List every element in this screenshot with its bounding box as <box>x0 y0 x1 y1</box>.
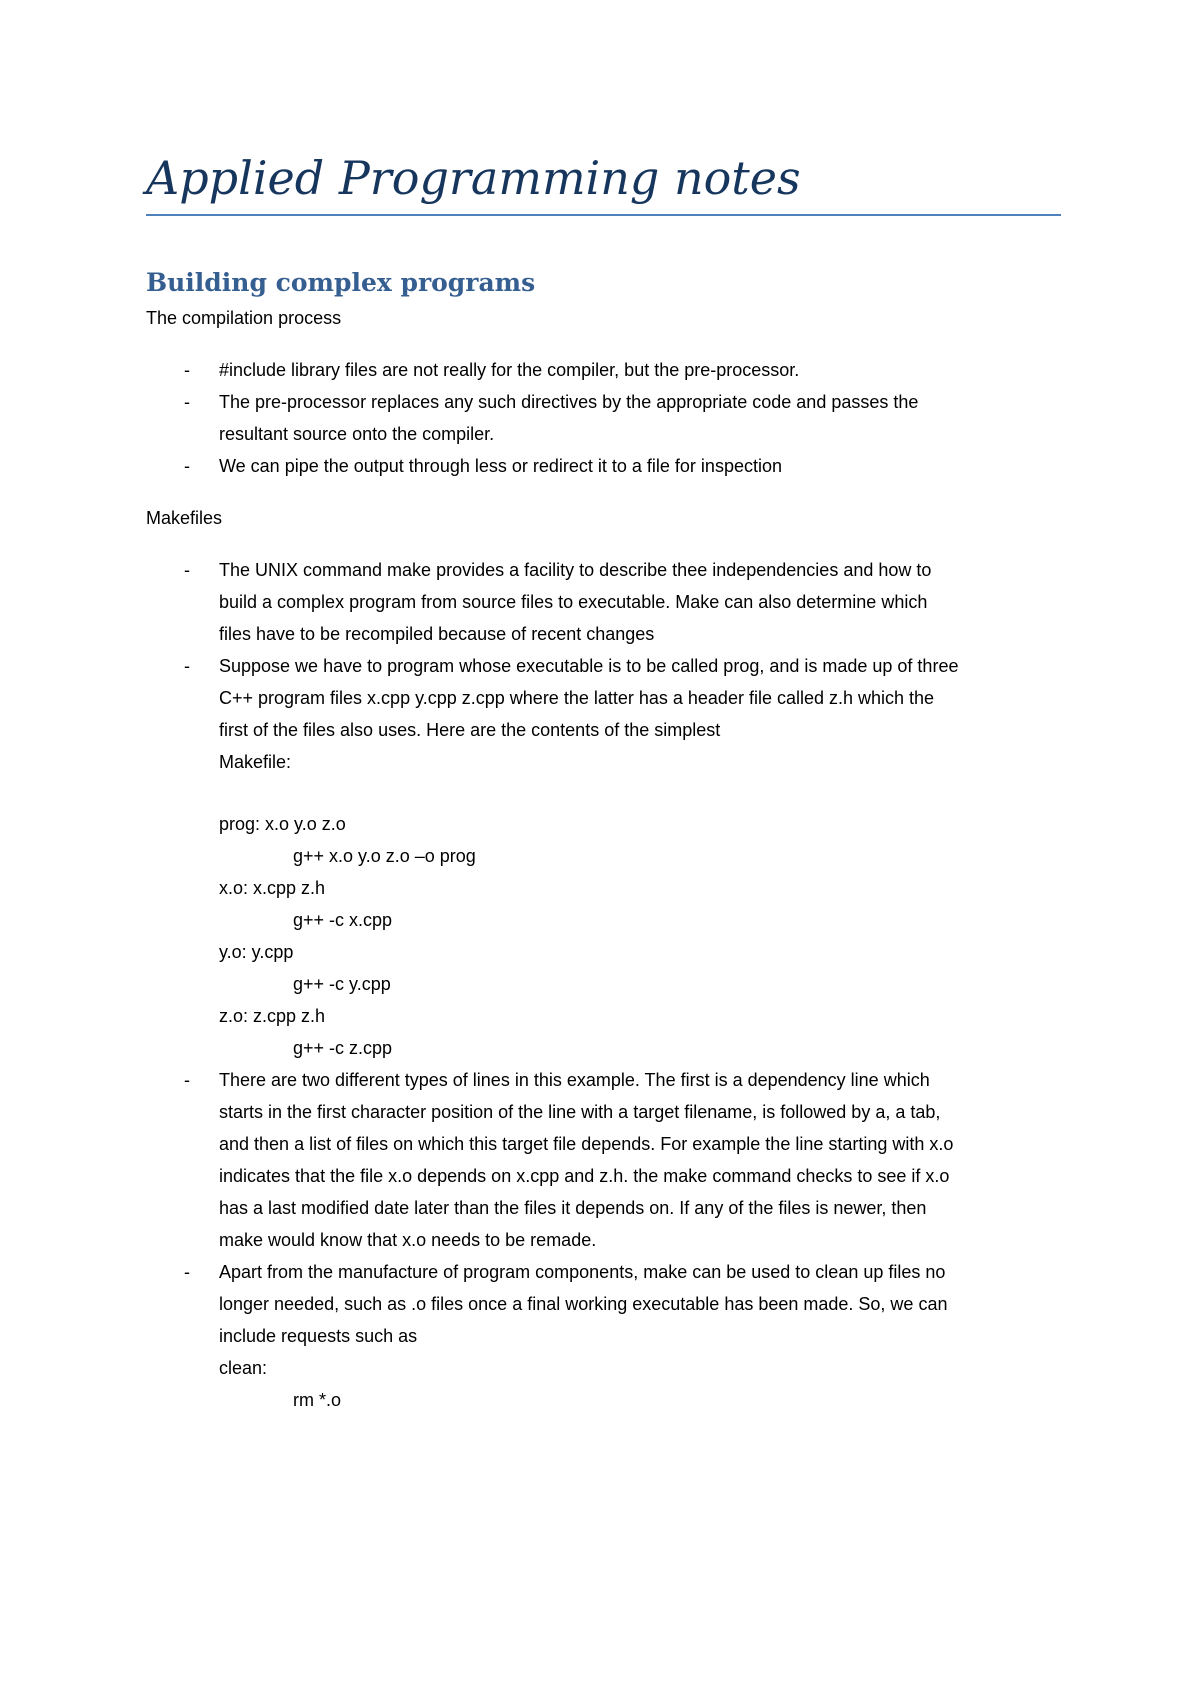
compilation-list <box>146 354 1076 482</box>
list-item: - We can pipe the output through less or redirect it to a file for inspection <box>146 450 1076 482</box>
list-item: - The pre-processor replaces any such directives by the appropriate code and passes the resultant source onto the compiler. <box>146 386 1076 450</box>
list-item: - The UNIX command make provides a facility to describe thee independencies and how to build a complex program from source files to executable. Make can also determine which files have to be recompiled because of recent changes <box>146 554 1076 650</box>
makefiles-heading: Makefiles <box>146 508 223 528</box>
code-line: y.o: y.cpp <box>219 942 294 962</box>
dash-bullet: - <box>184 656 190 676</box>
section-heading: Building complex programs <box>146 268 536 297</box>
title-underline <box>146 214 1061 216</box>
code-line: g++ -c x.cpp <box>293 910 393 930</box>
list-item: - #include library files are not really for the compiler, but the pre-processor. <box>146 354 1076 386</box>
dash-bullet: - <box>184 392 190 412</box>
list-item: - There are two different types of lines in this example. The first is a dependency line which starts in the first character position of the line with a target filename, is followed by a, a tab, and then a list of files on which this target file depends. For example the line starting with x.o indicates that the file x.o depends on x.cpp and z.h. the make command checks to see if x.o has a last modified date later than the files it depends on. If any of the files is newer, then make would know that x.o needs to be remade. <box>146 1064 1076 1256</box>
list-item: - Suppose we have to program whose executable is to be called prog, and is made up of three C++ program files x.cpp y.cpp z.cpp where the latter has a header file called z.h which the first of the files also uses. Here are the contents of the simplest Makefile: prog: x.o y.o z.o g++ x.o y.o z.o –o prog x.o: x.cpp z.h g++ -c x.cpp y.o: y.cpp g++ -c y.cpp z.o: z.cpp z.h g++ -c z.cpp <box>146 650 1076 1064</box>
code-line: g++ -c z.cpp <box>293 1038 393 1058</box>
document-title: Applied Programming notes <box>146 151 801 205</box>
document-body <box>146 302 1076 1416</box>
compilation-heading: The compilation process <box>146 308 342 328</box>
dash-bullet: - <box>184 1070 190 1090</box>
dash-bullet: - <box>184 560 190 580</box>
list-item: - Apart from the manufacture of program components, make can be used to clean up files no longer needed, such as .o files once a final working executable has been made. So, we can include requests such as clean: rm *.o <box>146 1256 1076 1416</box>
makefiles-list <box>146 554 1076 1416</box>
dash-bullet: - <box>184 1262 190 1282</box>
clean-command: rm *.o <box>293 1390 342 1410</box>
code-line: x.o: x.cpp z.h <box>219 878 326 898</box>
code-line: g++ x.o y.o z.o –o prog <box>293 846 476 866</box>
makefile-code-block <box>219 808 1076 1064</box>
code-line: g++ -c y.cpp <box>293 974 391 994</box>
code-line: prog: x.o y.o z.o <box>219 814 346 834</box>
code-line: z.o: z.cpp z.h <box>219 1006 326 1026</box>
dash-bullet: - <box>184 360 190 380</box>
dash-bullet: - <box>184 456 190 476</box>
